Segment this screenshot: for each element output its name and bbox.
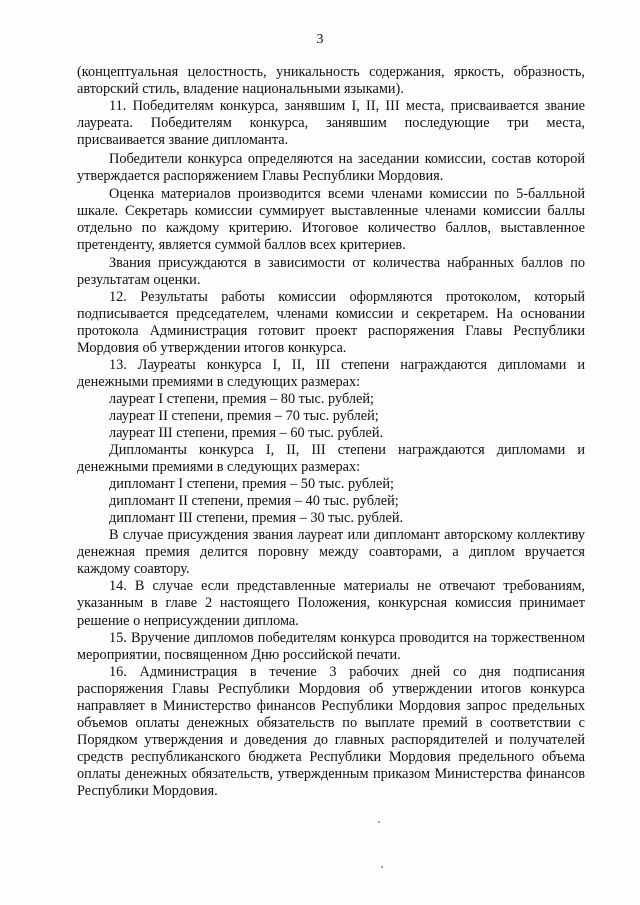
scan-speck [378,821,380,823]
paragraph-winners-determination: Победители конкурса определяются на заседании комиссии, состав которой утверждается распоряжением Главы Республики Мордовия. [77,150,585,184]
paragraph-item-12: 12. Результаты работы комиссии оформляются протоколом, который подписывается председателем, членами комиссии и секретарем. На основании протокола Администрация готовит проект распоряжения Главы Республики Мордовия об утверждении итогов конкурса. [77,288,585,356]
paragraph-item-14: 14. В случае если представленные материалы не отвечают требованиям, указанным в главе 2 настоящего Положения, конкурсная комиссия принимает решение о неприсуждении диплома. [77,578,585,629]
paragraph-titles-awarded: Звания присуждаются в зависимости от количества набранных баллов по результатам оценки. [77,254,585,288]
page-number: 3 [316,32,324,47]
paragraph-diploma-holders: Дипломанты конкурса I, II, III степени награждаются дипломами и денежными премиями в следующих размерах: [77,442,585,476]
list-item-laureate-3: лауреат III степени, премия – 60 тыс. рублей. [109,424,384,441]
paragraph-collective-award: В случае присуждения звания лауреат или дипломант авторскому коллективу денежная премия делится поровну между соавторами, а диплом вручается каждому соавтору. [77,527,585,578]
paragraph-item-13: 13. Лауреаты конкурса I, II, III степени награждаются дипломами и денежными премиями в следующих размерах: [77,356,585,390]
document-body [77,64,585,800]
list-item-laureate-2: лауреат II степени, премия – 70 тыс. рублей; [109,407,379,424]
paragraph-item-11: 11. Победителям конкурса, занявшим I, II, III места, присваивается звание лауреата. Победителям конкурса, занявшим последующие три места, присваивается звание дипломанта. [77,98,585,149]
paragraph-item-16: 16. Администрация в течение 3 рабочих дней со дня подписания распоряжения Главы Республики Мордовия об утверждении итогов конкурса направляет в Министерство финансов Республики Мордовия запрос предельных объемов оплаты денежных обязательств по выплате премий в соответствии с Порядком утверждения и доведения до главных распорядителей и получателей средств республиканского бюджета Республики Мордовия предельного объема оплаты денежных обязательств, утвержденным приказом Министерства финансов Республики Мордовия. [77,663,585,799]
paragraph-scoring: Оценка материалов производится всеми членами комиссии по 5-балльной шкале. Секретарь комиссии суммирует выставленные членами комиссии баллы отдельно по каждому критерию. Итоговое количество баллов, выставленное претенденту, является суммой баллов всех критериев. [77,186,585,254]
paragraph-item-15: 15. Вручение дипломов победителям конкурса проводится на торжественном мероприятии, посвященном Дню российской печати. [77,629,585,663]
list-item-diploma-3: дипломант III степени, премия – 30 тыс. рублей. [109,510,404,527]
scan-speck [381,866,383,868]
list-item-diploma-2: дипломант II степени, премия – 40 тыс. рублей; [109,493,399,510]
list-item-diploma-1: дипломант I степени, премия – 50 тыс. рублей; [109,476,394,493]
paragraph-criteria-continuation: (концептуальная целостность, уникальность содержания, яркость, образность, авторский стиль, владение национальными языками). [77,64,585,98]
list-item-laureate-1: лауреат I степени, премия – 80 тыс. рублей; [109,390,374,407]
